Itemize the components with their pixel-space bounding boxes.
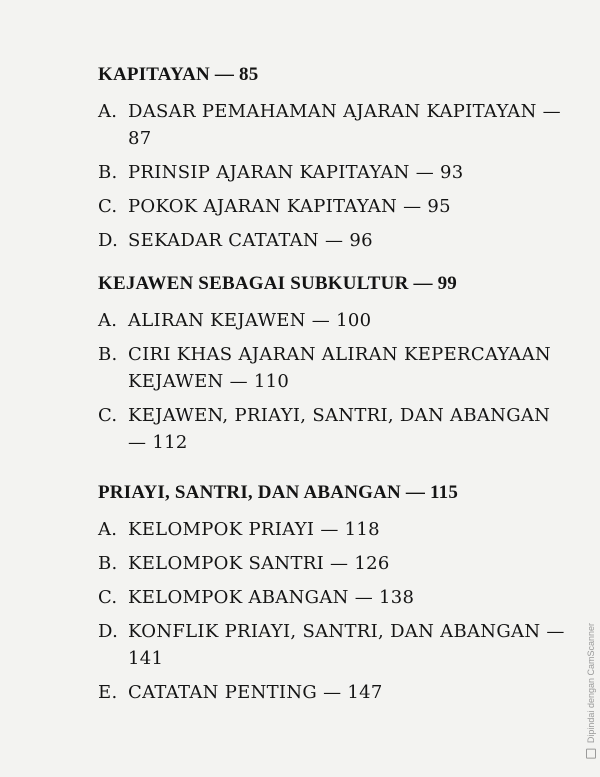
toc-entry — [98, 307, 568, 334]
toc-entry — [98, 159, 568, 186]
entry-letter: B. — [98, 553, 118, 574]
section-title: KAPITAYAN — 85 — [98, 64, 259, 85]
toc-entry — [98, 550, 568, 577]
toc-entry — [98, 341, 568, 395]
entry-text: CIRI KHAS AJARAN ALIRAN KEPERCAYAAN KEJAWEN — 110 — [128, 344, 551, 392]
entry-text: KEJAWEN, PRIAYI, SANTRI, DAN ABANGAN — 112 — [128, 405, 551, 453]
entry-letter: A. — [98, 101, 118, 122]
toc-entry — [98, 584, 568, 611]
entry-letter: D. — [98, 621, 119, 642]
toc-entry — [98, 679, 568, 706]
toc-entry — [98, 98, 568, 152]
entry-letter: C. — [98, 196, 118, 217]
entry-letter: A. — [98, 519, 118, 540]
entry-text: KONFLIK PRIAYI, SANTRI, DAN ABANGAN — 141 — [128, 621, 565, 669]
entry-text: PRINSIP AJARAN KAPITAYAN — 93 — [128, 162, 464, 183]
toc-section-kapitayan — [98, 64, 568, 261]
toc-entry — [98, 516, 568, 543]
entry-letter: E. — [98, 682, 118, 703]
entry-letter: A. — [98, 310, 118, 331]
watermark-text: Dipindai dengan CamScanner — [586, 623, 596, 744]
entry-letter: C. — [98, 587, 118, 608]
toc-section-kejawen — [98, 273, 568, 463]
scanner-watermark — [586, 623, 596, 759]
toc-entry — [98, 402, 568, 456]
entry-letter: B. — [98, 344, 118, 365]
entry-text: SEKADAR CATATAN — 96 — [128, 230, 373, 251]
toc-entry — [98, 193, 568, 220]
toc-entry — [98, 227, 568, 254]
toc-entry — [98, 618, 568, 672]
entry-letter: D. — [98, 230, 119, 251]
entry-letter: C. — [98, 405, 118, 426]
toc-section-priayi — [98, 482, 568, 713]
entry-letter: B. — [98, 162, 118, 183]
entry-text: CATATAN PENTING — 147 — [128, 682, 383, 703]
entry-text: KELOMPOK ABANGAN — 138 — [128, 587, 415, 608]
section-title: KEJAWEN SEBAGAI SUBKULTUR — 99 — [98, 273, 457, 294]
section-title: PRIAYI, SANTRI, DAN ABANGAN — 115 — [98, 482, 459, 503]
entry-text: KELOMPOK PRIAYI — 118 — [128, 519, 380, 540]
camscanner-icon — [586, 749, 596, 759]
entry-text: ALIRAN KEJAWEN — 100 — [128, 310, 372, 331]
entry-text: KELOMPOK SANTRI — 126 — [128, 553, 390, 574]
entry-text: POKOK AJARAN KAPITAYAN — 95 — [128, 196, 451, 217]
entry-text: DASAR PEMAHAMAN AJARAN KAPITAYAN — 87 — [128, 101, 561, 149]
